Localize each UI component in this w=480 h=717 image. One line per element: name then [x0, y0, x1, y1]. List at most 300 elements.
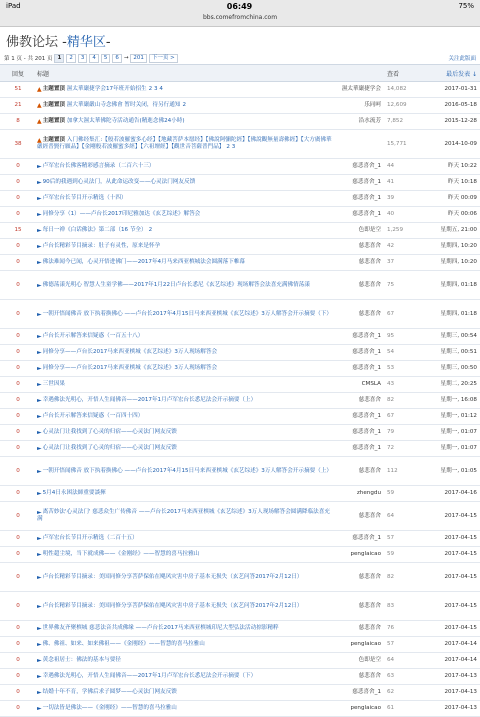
last-post-time[interactable]: 星期三, 00:51	[428, 345, 480, 361]
view-count: 42	[384, 239, 428, 255]
view-count: 14,082	[384, 82, 428, 98]
reply-count: 0	[0, 207, 36, 223]
view-count: 57	[384, 531, 428, 547]
topic-cell	[36, 300, 334, 329]
last-post-time[interactable]: 星期一, 01:07	[428, 425, 480, 441]
last-post-time[interactable]: 2017-04-13	[428, 685, 480, 701]
table-row[interactable]	[0, 653, 480, 669]
topic-arrow-icon: ►	[37, 602, 42, 610]
thread-author[interactable]: 慈悲喜舍_1	[334, 207, 384, 223]
title-highlight[interactable]: 精华区	[66, 35, 106, 50]
thread-title-link[interactable]: 幸遇佛法光明心，开悟人生闻佛音——2017年1月卢军宏台长悉尼法会开示摘要（下）	[42, 673, 257, 679]
thread-pages[interactable]: 2 3	[226, 144, 236, 150]
topic-cell	[36, 592, 334, 621]
table-row[interactable]	[0, 502, 480, 531]
reply-count: 0	[0, 239, 36, 255]
address-bar[interactable]	[0, 12, 480, 27]
last-post-time[interactable]: 昨天 10:18	[428, 175, 480, 191]
thread-title-link[interactable]: 佛、佛祖、如来、如来佛祖——《金刚经》——智慧的喜马拉雅山	[42, 641, 205, 647]
reply-count: 0	[0, 457, 36, 486]
view-count: 79	[384, 425, 428, 441]
page-jump-arrow[interactable]: →	[123, 55, 129, 61]
follow-forum-link[interactable]: 关注此版面	[448, 56, 476, 62]
table-row[interactable]	[0, 457, 480, 486]
thread-author[interactable]: 慈悲喜舍	[334, 300, 384, 329]
reply-count: 0	[0, 159, 36, 175]
topic-cell	[36, 637, 334, 653]
topic-cell	[36, 175, 334, 191]
view-count: 37	[384, 255, 428, 271]
thread-author[interactable]: 慈悲喜舍	[334, 621, 384, 637]
page-last[interactable]: 201	[130, 54, 147, 63]
reply-count: 0	[0, 329, 36, 345]
col-header-topic[interactable]: 标题	[36, 65, 334, 82]
table-row[interactable]	[0, 329, 480, 345]
thread-title-link[interactable]: 同修分享——卢台长2017马来西亚槟城《玄艺综述》3万人现场解答会	[42, 365, 218, 371]
thread-author[interactable]: 乐同呵	[334, 98, 384, 114]
last-post-time[interactable]: 昨天 00:06	[428, 207, 480, 223]
thread-title-link[interactable]: 世界佛友齐聚槟城 慈悲法音共成佛缘 ——卢台长2017马来西亚槟城印尼大型弘法活动掠影精粹	[42, 625, 279, 631]
last-post-time[interactable]: 昨天 00:09	[428, 191, 480, 207]
topic-cell	[36, 531, 334, 547]
reply-count: 0	[0, 345, 36, 361]
page-title	[0, 27, 480, 52]
thread-author[interactable]: 濕太華嚴捷学会	[334, 82, 384, 98]
status-bar	[0, 0, 480, 12]
topic-arrow-icon: ►	[37, 365, 42, 372]
thread-author[interactable]: 慈悲喜舍_1	[334, 361, 384, 377]
thread-author[interactable]: penglaicao	[334, 701, 384, 717]
topic-cell	[36, 621, 334, 637]
thread-author[interactable]: 慈悲喜舍	[334, 239, 384, 255]
thread-list	[0, 82, 480, 717]
topic-cell	[36, 653, 334, 669]
last-post-time[interactable]: 2017-04-15	[428, 592, 480, 621]
pin-icon: ▲	[37, 137, 42, 144]
sticky-label: 主题置顶	[42, 137, 66, 143]
topic-cell	[36, 345, 334, 361]
thread-title-link[interactable]: 同修分享——卢台长2017马来西亚槟城《玄艺综述》3万人现场解答会	[42, 349, 218, 355]
thread-pages[interactable]: 2	[182, 102, 187, 108]
pagination	[4, 54, 178, 63]
thread-title-link[interactable]: 结婚十年不育，学佛后求子圆梦——心灵法门网友反馈	[42, 689, 177, 695]
view-count: 61	[384, 701, 428, 717]
topic-arrow-icon: ►	[37, 259, 42, 266]
thread-author[interactable]: 色即是空	[334, 653, 384, 669]
view-count: 95	[384, 329, 428, 345]
table-row[interactable]	[0, 377, 480, 393]
battery-indicator: 75%	[458, 2, 474, 10]
thread-title-link[interactable]: 每日一禅《白话佛法》第二部（16 节全）	[42, 227, 147, 233]
pin-icon: ▲	[37, 102, 42, 109]
thread-author[interactable]: 慈悲喜舍_1	[334, 175, 384, 191]
table-row[interactable]	[0, 393, 480, 409]
view-count: 59	[384, 547, 428, 563]
topic-arrow-icon: ►	[37, 310, 42, 318]
thread-author[interactable]: penglaicao	[334, 637, 384, 653]
page-link[interactable]: 6	[112, 54, 122, 63]
topic-cell	[36, 223, 334, 239]
reply-count: 0	[0, 637, 36, 653]
topic-cell	[36, 701, 334, 717]
thread-title-link[interactable]: 心灵法门让我找到了心灵的归宿——心灵法门网友反馈	[42, 445, 177, 451]
thread-author[interactable]: 慈悲喜舍	[334, 502, 384, 531]
last-post-time[interactable]: 星期二, 20:25	[428, 377, 480, 393]
view-count: 76	[384, 621, 428, 637]
reply-count: 0	[0, 531, 36, 547]
topic-cell	[36, 441, 334, 457]
last-post-time[interactable]: 昨天 10:22	[428, 159, 480, 175]
topic-cell	[36, 486, 334, 502]
last-post-time[interactable]: 2016-05-18	[428, 98, 480, 114]
reply-count: 0	[0, 653, 36, 669]
reply-count: 0	[0, 393, 36, 409]
thread-title-link[interactable]: 心灵法门让我找到了心灵的归宿——心灵法门网友反馈	[42, 429, 177, 435]
thread-author[interactable]: penglaicao	[334, 547, 384, 563]
thread-author[interactable]: 慈悲喜舍_1	[334, 441, 384, 457]
view-count: 63	[384, 669, 428, 685]
last-post-time[interactable]: 2017-04-15	[428, 563, 480, 592]
page-link[interactable]: 5	[101, 54, 111, 63]
table-header	[0, 65, 480, 82]
table-row[interactable]	[0, 207, 480, 223]
topic-arrow-icon: ►	[37, 349, 42, 356]
thread-author[interactable]	[334, 130, 384, 159]
table-row[interactable]	[0, 441, 480, 457]
topic-arrow-icon: ►	[37, 673, 42, 680]
thread-title-link[interactable]: 卢台长开示解答来信疑惑（一百四十四）	[42, 413, 144, 419]
topic-cell	[36, 207, 334, 223]
thread-author[interactable]: 慈悲喜舍	[334, 592, 384, 621]
thread-title-link[interactable]: 佛德荡漾光明心 智慧人生童学佛——2017年1月22日卢台长悉尼《玄艺综述》现场解答会法喜充满佛情荡漾	[42, 281, 310, 288]
sticky-label: 主题置顶	[42, 102, 66, 108]
topic-arrow-icon: ►	[37, 689, 42, 696]
thread-title-link[interactable]: 幸遇佛法光明心，开悟人生闻佛音——2017年1月卢军宏台长悉尼法会开示摘要（上）	[42, 397, 257, 403]
reply-count: 0	[0, 175, 36, 191]
thread-author[interactable]: 慈悲喜舍_1	[334, 425, 384, 441]
view-count: 62	[384, 685, 428, 701]
thread-author[interactable]: 色即是空	[334, 223, 384, 239]
thread-author[interactable]: 慈悲喜舍	[334, 255, 384, 271]
last-post-time[interactable]: 星期三, 00:50	[428, 361, 480, 377]
thread-title-link[interactable]: 黄念祖居士：佛法的基本与要径	[42, 657, 121, 663]
last-post-time[interactable]: 星期一, 01:05	[428, 457, 480, 486]
reply-count: 0	[0, 621, 36, 637]
pin-icon: ▲	[37, 118, 42, 125]
reply-count: 0	[0, 701, 36, 717]
reply-count: 0	[0, 592, 36, 621]
topic-cell	[36, 329, 334, 345]
topic-arrow-icon: ►	[37, 227, 42, 234]
last-post-time[interactable]: 星期一, 01:12	[428, 409, 480, 425]
thread-author[interactable]: 慈悲喜舍_1	[334, 159, 384, 175]
thread-title-link[interactable]: 离苦妙法'心灵法门' 慈悲众生广传佛音 ——卢台长2017马来西亚槟城《玄艺综述》3万人现场解答会圆满降临法喜充满	[37, 509, 330, 522]
topic-cell	[36, 425, 334, 441]
view-count: 82	[384, 563, 428, 592]
thread-author[interactable]: 慈悲喜舍_1	[334, 531, 384, 547]
thread-title-link[interactable]: 卢台长精彩节目摘录：美国同修分享菩萨保佑在飓风灾害中房子基本无损失（玄艺问答2017年2月12日）	[42, 573, 303, 580]
topic-arrow-icon: ►	[37, 243, 42, 250]
thread-author[interactable]: 慈悲喜舍	[334, 393, 384, 409]
pin-icon: ▲	[37, 86, 42, 93]
sticky-label: 主题置顶	[42, 118, 66, 124]
table-row[interactable]	[0, 531, 480, 547]
table-row[interactable]	[0, 239, 480, 255]
page-link[interactable]: 4	[89, 54, 99, 63]
table-row[interactable]	[0, 621, 480, 637]
table-row[interactable]	[0, 685, 480, 701]
topic-arrow-icon: ►	[37, 179, 42, 186]
thread-title-link[interactable]: 90后的我遇到心灵法门，从此命运改变——心灵法门网友反馈	[42, 179, 196, 185]
topic-arrow-icon: ►	[37, 657, 42, 664]
view-count: 12,609	[384, 98, 428, 114]
topic-arrow-icon: ►	[37, 195, 42, 202]
thread-title-link[interactable]: 入门佛经集汇:【般若波羅蜜多心经】【地藏菩萨本愿经】【佛說阿彌陀經】【佛說觀無量壽佛經】【大方廣佛華嚴經普賢行願品】【金剛般若波羅蜜多經】【六祖壇經】【觀世音菩薩普門品】	[37, 137, 332, 150]
reply-count: 0	[0, 409, 36, 425]
thread-title-link[interactable]: 三世因果	[42, 381, 66, 387]
view-count: 53	[384, 361, 428, 377]
thread-title-link[interactable]: 卢台长开示解答来信疑惑（一百五十八）	[42, 333, 144, 339]
reply-count: 0	[0, 685, 36, 701]
last-post-time[interactable]: 星期一, 01:07	[428, 441, 480, 457]
last-post-time[interactable]: 2017-04-15	[428, 547, 480, 563]
reply-count: 0	[0, 486, 36, 502]
col-header-author	[334, 65, 384, 82]
reply-count: 21	[0, 98, 36, 114]
col-header-last-post[interactable]: 最后发表 ↓	[428, 65, 480, 82]
topic-cell	[36, 82, 334, 98]
thread-title-link[interactable]: 5月4日永困法師重要談揮	[42, 490, 106, 496]
last-post-time[interactable]: 星期四, 10:20	[428, 239, 480, 255]
col-header-reply[interactable]: 回复	[0, 65, 36, 82]
topic-cell	[36, 685, 334, 701]
view-count: 67	[384, 409, 428, 425]
table-row[interactable]	[0, 191, 480, 207]
topic-cell	[36, 130, 334, 159]
topic-cell	[36, 255, 334, 271]
table-row[interactable]	[0, 98, 480, 114]
thread-title-link[interactable]: 卢台长精彩节目摘录：美国同修分享菩萨保佑在飓风灾害中房子基本无损失（玄艺问答2017年2月12日）	[42, 602, 303, 609]
reply-count: 0	[0, 300, 36, 329]
thread-table	[0, 65, 480, 717]
reply-count: 8	[0, 114, 36, 130]
thread-title-link[interactable]: 一切法皆是佛法——《金刚经》——智慧的喜马拉雅山	[42, 705, 177, 711]
thread-author[interactable]: 慈悲喜舍_1	[334, 345, 384, 361]
thread-pages[interactable]: 2 3 4	[148, 86, 163, 92]
table-row[interactable]	[0, 114, 480, 130]
thread-author[interactable]: 慈悲喜舍	[334, 457, 384, 486]
last-post-time[interactable]: 星期三, 00:54	[428, 329, 480, 345]
last-post-time[interactable]: 2017-01-31	[428, 82, 480, 98]
last-post-time[interactable]: 2017-04-13	[428, 669, 480, 685]
topic-arrow-icon: ►	[37, 211, 42, 218]
thread-title-link[interactable]: 一朝开悟闻佛音 放下执着换佛心 ——卢台长2017年4月15日马来西亚槟城《玄艺综述》3万人解答会开示摘要（上）	[42, 467, 332, 474]
table-row[interactable]	[0, 637, 480, 653]
last-post-time[interactable]: 2015-12-28	[428, 114, 480, 130]
reply-count: 51	[0, 82, 36, 98]
thread-author[interactable]: 慈悲喜舍	[334, 271, 384, 300]
sticky-label: 主题置顶	[42, 86, 66, 92]
topic-arrow-icon: ►	[37, 333, 42, 340]
table-row[interactable]	[0, 547, 480, 563]
thread-title-link[interactable]: 明性超尘境，当下就成佛——《金刚经》——智慧的喜马拉雅山	[42, 551, 200, 557]
reply-count: 0	[0, 271, 36, 300]
url-text: bbs.comefromchina.com	[202, 14, 278, 21]
last-post-time[interactable]: 2017-04-13	[428, 701, 480, 717]
table-row[interactable]	[0, 300, 480, 329]
thread-author[interactable]: 慈悲喜舍	[334, 669, 384, 685]
last-post-time[interactable]: 星期五, 21:00	[428, 223, 480, 239]
topic-arrow-icon: ►	[37, 467, 42, 475]
thread-title-link[interactable]: 卢军宏台长佛客精彩感言摘录（二百六十三）	[42, 163, 155, 169]
topic-cell	[36, 114, 334, 130]
topic-cell	[36, 191, 334, 207]
topic-arrow-icon: ►	[37, 413, 42, 420]
table-row[interactable]	[0, 592, 480, 621]
pagination-bar	[0, 52, 480, 65]
topic-arrow-icon: ►	[37, 163, 42, 170]
view-count: 40	[384, 207, 428, 223]
page-link[interactable]: 2	[66, 54, 76, 63]
topic-arrow-icon: ►	[37, 573, 42, 581]
thread-title-link[interactable]: 卢台长精彩节目摘录：肚子有灵性，原来是怀孕	[42, 243, 161, 249]
table-row[interactable]	[0, 563, 480, 592]
topic-arrow-icon: ►	[37, 625, 42, 632]
view-count: 64	[384, 502, 428, 531]
thread-title-link[interactable]: 濕太華嚴捷学会17年班开始招生	[66, 86, 147, 92]
last-post-time[interactable]: 2017-04-14	[428, 637, 480, 653]
page-link[interactable]: 3	[78, 54, 88, 63]
next-page-button[interactable]: 下一页 >	[149, 54, 178, 63]
reply-count: 0	[0, 361, 36, 377]
table-row[interactable]	[0, 82, 480, 98]
view-count: 59	[384, 486, 428, 502]
topic-arrow-icon: ►	[37, 641, 42, 648]
thread-author[interactable]: 慈悲喜舍_1	[334, 329, 384, 345]
last-post-time[interactable]: 星期四, 01:18	[428, 271, 480, 300]
topic-arrow-icon: ►	[37, 397, 42, 404]
view-count: 64	[384, 653, 428, 669]
topic-cell	[36, 409, 334, 425]
thread-author[interactable]: 慈悲喜舍_1	[334, 685, 384, 701]
thread-author[interactable]: 慈悲喜舍_1	[334, 409, 384, 425]
view-count: 67	[384, 300, 428, 329]
thread-author[interactable]: CMSLA	[334, 377, 384, 393]
view-count: 83	[384, 592, 428, 621]
topic-cell	[36, 361, 334, 377]
topic-arrow-icon: ►	[37, 381, 42, 388]
view-count: 43	[384, 377, 428, 393]
reply-count: 0	[0, 547, 36, 563]
thread-title-link[interactable]: 濕大華嚴嚴山寺念佛會 暂时关闭，待另行通知	[66, 102, 181, 108]
table-row[interactable]	[0, 223, 480, 239]
topic-arrow-icon: ►	[37, 445, 42, 452]
view-count: 72	[384, 441, 428, 457]
view-count: 54	[384, 345, 428, 361]
col-header-view[interactable]: 查看	[384, 65, 428, 82]
reply-count: 0	[0, 425, 36, 441]
topic-cell	[36, 98, 334, 114]
clock: 06:49	[226, 1, 253, 11]
topic-cell	[36, 393, 334, 409]
reply-count: 0	[0, 669, 36, 685]
topic-cell	[36, 239, 334, 255]
table-row[interactable]	[0, 486, 480, 502]
reply-count: 0	[0, 377, 36, 393]
table-row[interactable]	[0, 669, 480, 685]
view-count: 75	[384, 271, 428, 300]
table-row[interactable]	[0, 255, 480, 271]
topic-arrow-icon: ►	[37, 509, 42, 516]
topic-cell	[36, 669, 334, 685]
topic-arrow-icon: ►	[37, 281, 42, 289]
view-count: 39	[384, 191, 428, 207]
view-count: 15,771	[384, 130, 428, 159]
last-post-time[interactable]: 星期一, 16:08	[428, 393, 480, 409]
page-current: 1	[54, 54, 64, 63]
last-post-time[interactable]: 2014-10-09	[428, 130, 480, 159]
last-post-time[interactable]: 2017-04-16	[428, 486, 480, 502]
last-post-time[interactable]: 2017-04-15	[428, 502, 480, 531]
thread-title-link[interactable]: 卢军宏台长节目开示精选（二百十五）	[42, 535, 138, 541]
thread-pages[interactable]: 2	[148, 227, 153, 233]
table-row[interactable]	[0, 425, 480, 441]
table-row[interactable]	[0, 159, 480, 175]
table-row[interactable]	[0, 361, 480, 377]
thread-author[interactable]: 慈悲喜舍	[334, 563, 384, 592]
topic-cell	[36, 563, 334, 592]
topic-arrow-icon: ►	[37, 551, 42, 558]
thread-title-link[interactable]: 卢军宏台长节目开示精选（十四）	[42, 195, 127, 201]
last-post-time[interactable]: 2017-04-15	[428, 531, 480, 547]
table-row[interactable]	[0, 345, 480, 361]
reply-count: 0	[0, 191, 36, 207]
thread-title-link[interactable]: 同修分享（1）——卢台长2017印尼雅加达《玄艺综述》解答会	[42, 211, 201, 217]
table-row[interactable]	[0, 175, 480, 191]
topic-cell	[36, 159, 334, 175]
table-row[interactable]	[0, 701, 480, 717]
reply-count: 0	[0, 255, 36, 271]
reply-count: 15	[0, 223, 36, 239]
reply-count: 0	[0, 563, 36, 592]
thread-author[interactable]: 慈悲喜舍_1	[334, 191, 384, 207]
topic-cell	[36, 271, 334, 300]
thread-title-link[interactable]: 一朝开悟闻佛音 放下执着换佛心 ——卢台长2017年4月15日马来西亚槟城《玄艺综述》3万人解答会开示摘要（下）	[42, 310, 332, 317]
view-count: 57	[384, 637, 428, 653]
table-row[interactable]	[0, 271, 480, 300]
topic-cell	[36, 547, 334, 563]
title-suffix: -	[105, 35, 111, 50]
topic-cell	[36, 457, 334, 486]
thread-author[interactable]: zhengdu	[334, 486, 384, 502]
last-post-time[interactable]: 星期四, 01:18	[428, 300, 480, 329]
thread-author[interactable]: 沿水流芳	[334, 114, 384, 130]
view-count: 1,259	[384, 223, 428, 239]
last-post-time[interactable]: 2017-04-15	[428, 621, 480, 637]
topic-arrow-icon: ►	[37, 490, 42, 497]
table-row[interactable]	[0, 130, 480, 159]
last-post-time[interactable]: 2017-04-14	[428, 653, 480, 669]
topic-arrow-icon: ►	[37, 535, 42, 542]
last-post-time[interactable]: 星期四, 10:20	[428, 255, 480, 271]
device-label: iPad	[6, 2, 21, 10]
title-prefix: 佛教论坛 -	[6, 35, 67, 50]
topic-cell	[36, 502, 334, 531]
thread-title-link[interactable]: 加拿大濕太華佛陀寺活动通告(精進念佛24小時)	[66, 118, 185, 124]
table-row[interactable]	[0, 409, 480, 425]
thread-title-link[interactable]: 佛法难闻今已闻，心灵开悟进佛门——2017年4月马来西亚槟城法会圆满落下帷幕	[42, 259, 246, 265]
view-count: 41	[384, 175, 428, 191]
